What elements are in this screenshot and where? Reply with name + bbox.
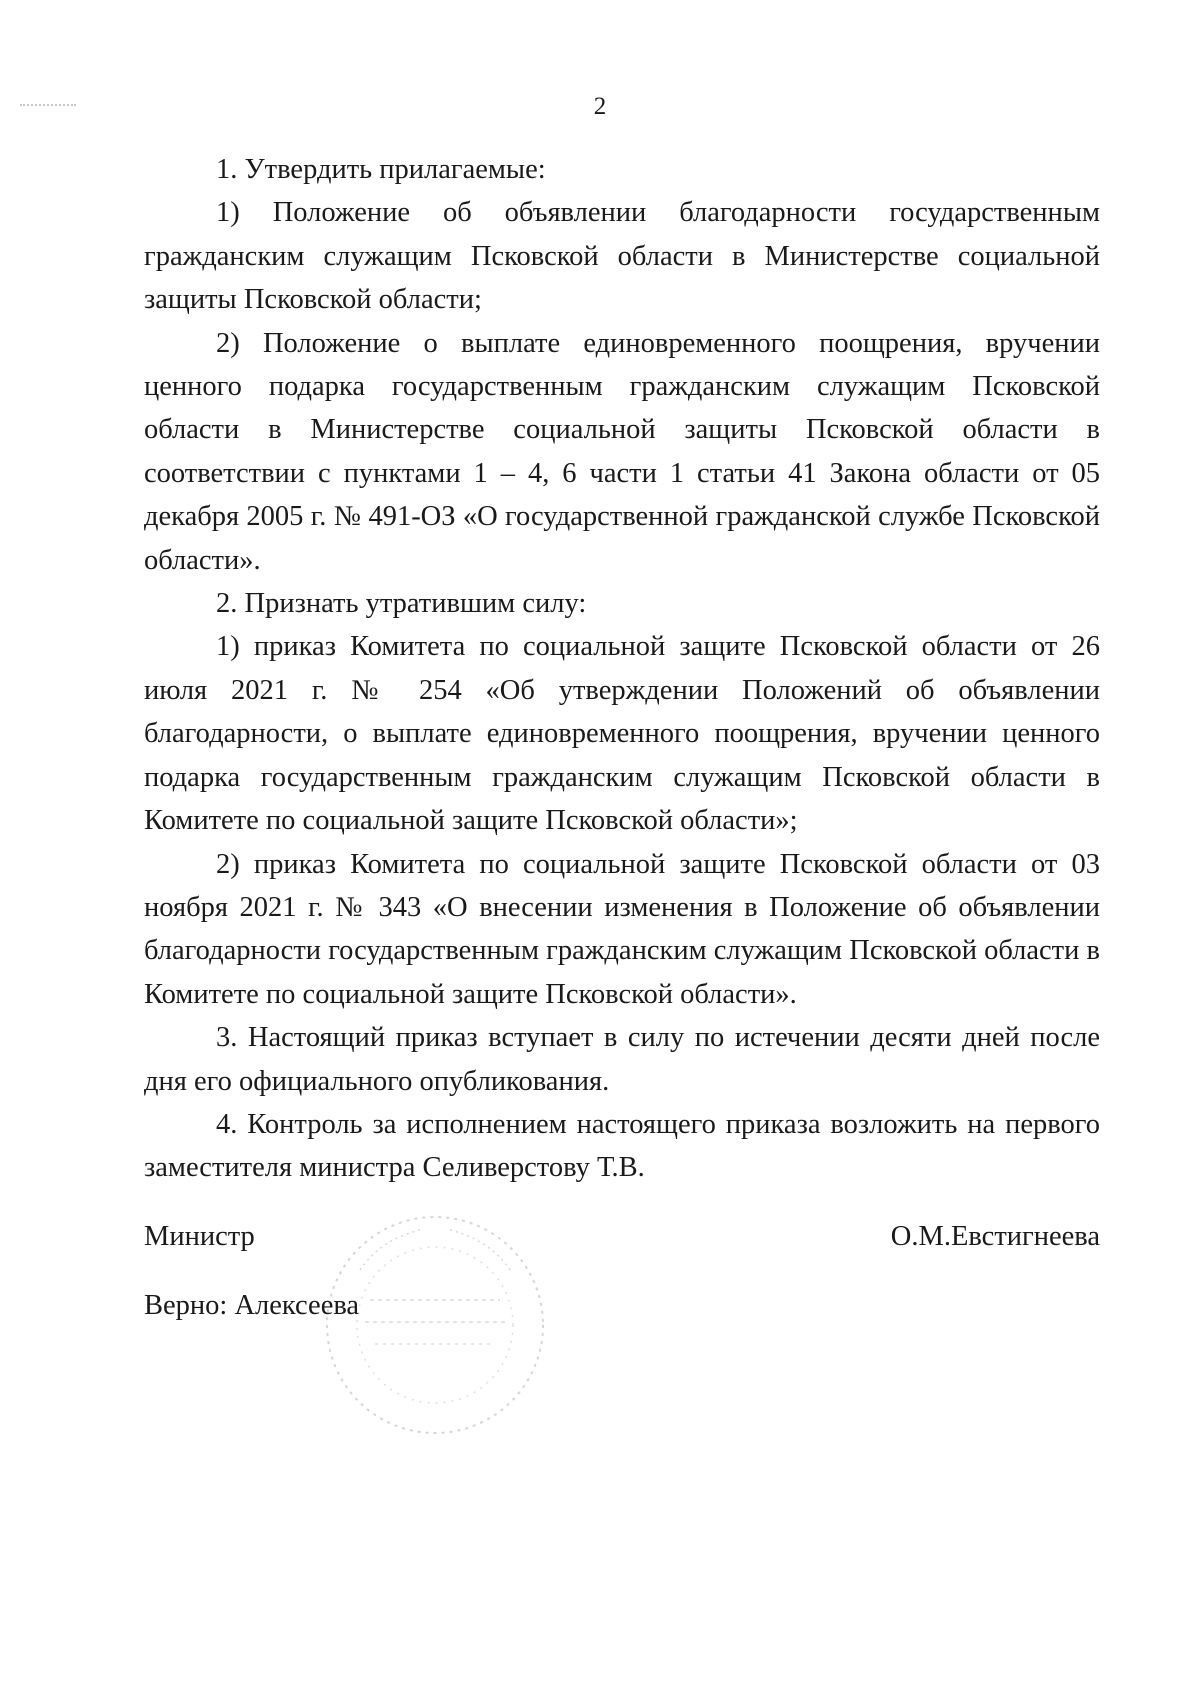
- paragraph-subitem-1-1: 1) Положение об объявлении благодарности государственным гражданским служащим Псковской области в Министерстве социальной защиты Псковской области;: [144, 197, 1100, 316]
- signatory-position: Министр: [144, 1221, 255, 1252]
- signatory-name: О.М.Евстигнеева: [890, 1221, 1100, 1252]
- document-body: [144, 148, 1100, 1190]
- paragraph-item-2: 2. Признать утратившим силу:: [216, 588, 587, 620]
- page-number: 2: [593, 93, 607, 120]
- paragraph-subitem-2-1: 1) приказ Комитета по социальной защите Псковской области от 26 июля 2021 г. № 254 «Об утверждении Положений об объявлении благодарности, о выплате единовременного поощрения, вручении ценного подарка государственным гражданским служащим Псковской области в Комитете по социальной защите Псковской области»;: [144, 631, 1100, 837]
- paragraph-item-4: 4. Контроль за исполнением настоящего приказа возложить на первого заместителя министра Селиверстову Т.В.: [144, 1108, 1100, 1184]
- paragraph-subitem-2-2: 2) приказ Комитета по социальной защите Псковской области от 03 ноября 2021 г. № 343 «О внесении изменения в Положение об объявлении благодарности государственным гражданским служащим Псковской области в Комитете по социальной защите Псковской области».: [144, 848, 1100, 1010]
- verification-note: Верно: Алексеева: [144, 1290, 360, 1321]
- paragraph-subitem-1-2: 2) Положение о выплате единовременного поощрения, вручении ценного подарка государственным гражданским служащим Псковской области в Министерстве социальной защиты Псковской области в соответствии с пунктами 1 – 4, 6 части 1 статьи 41 Закона области от 05 декабря 2005 г. № 491-ОЗ «О государственной гражданской службе Псковской области».: [144, 327, 1100, 576]
- paragraph-item-3: 3. Настоящий приказ вступает в силу по истечении десяти дней после дня его официального опубликования.: [144, 1022, 1100, 1097]
- paragraph-item-1: 1. Утвердить прилагаемые:: [216, 154, 546, 185]
